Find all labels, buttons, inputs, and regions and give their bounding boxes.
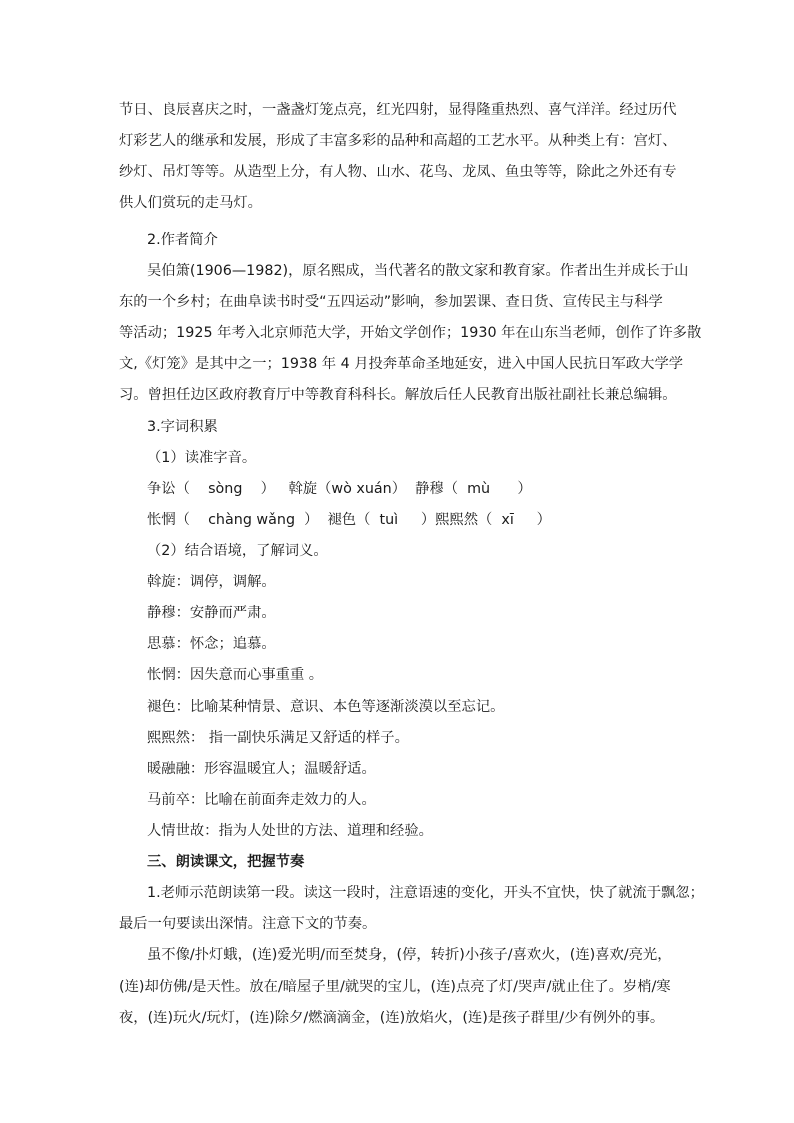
subheading-meaning: （2）结合语境，了解词义。	[147, 543, 328, 559]
text-line: 节日、良辰喜庆之时，一盏盏灯笼点亮，红光四射，显得隆重热烈、喜气洋洋。经过历代	[119, 102, 677, 118]
definition-item: 暖融融：形容温暖宜人；温暖舒适。	[147, 761, 376, 777]
definition-item: 斡旋：调停，调解。	[147, 574, 276, 590]
text-line: 虽不像/扑灯蛾，(连)爱光明/而至焚身，(停，转折)小孩子/喜欢火，(连)喜欢/亮光，	[147, 947, 672, 963]
text-line: 灯彩艺人的继承和发展，形成了丰富多彩的品种和高超的工艺水平。从种类上有：宫灯、	[119, 133, 677, 149]
text-line: 东的一个乡村；在曲阜读书时受“五四运动”影响，参加罢课、查日货、宣传民主与科学	[119, 294, 663, 310]
text-line: (连)却仿佛/是天性。放在/暗屋子里/就哭的宝儿，(连)点亮了灯/哭声/就止住了。岁梢/寒	[119, 979, 671, 995]
pronunciation-row: 争讼（ sòng ） 斡旋（wò xuán） 静穆（ mù ）	[147, 481, 532, 497]
text-line: 供人们赏玩的走马灯。	[119, 195, 262, 211]
definition-item: 马前卒：比喻在前面奔走效力的人。	[147, 792, 376, 808]
heading-vocabulary: 3.字词积累	[147, 419, 218, 435]
text-line: 最后一句要读出深情。注意下文的节奏。	[119, 916, 377, 932]
definition-item: 怅惘：因失意而心事重重 。	[147, 667, 324, 683]
definition-item: 褪色：比喻某种情景、意识、本色等逐渐淡漠以至忘记。	[147, 699, 505, 715]
section-heading: 三、朗读课文，把握节奏	[147, 854, 305, 870]
text-line: 习。曾担任边区政府教育厅中等教育科科长。解放后任人民教育出版社副社长兼总编辑。	[119, 387, 677, 403]
definition-item: 熙熙然： 指一副快乐满足又舒适的样子。	[147, 730, 409, 746]
heading-author-intro: 2.作者简介	[147, 232, 218, 248]
text-line: 文,《灯笼》是其中之一；1938 年 4 月投奔革命圣地延安，进入中国人民抗日军政大学学	[119, 356, 684, 372]
subheading-pronunciation: （1）读准字音。	[147, 450, 257, 466]
text-line: 1.老师示范朗读第一段。读这一段时，注意语速的变化，开头不宜快，快了就流于飘忽；	[147, 885, 704, 901]
text-line: 夜，(连)玩火/玩灯，(连)除夕/燃滴滴金，(连)放焰火，(连)是孩子群里/少有例外的事。	[119, 1010, 665, 1026]
definition-item: 思慕：怀念；追慕。	[147, 636, 276, 652]
text-line: 吴伯箫(1906—1982)，原名熙成，当代著名的散文家和教育家。作者出生并成长于山	[147, 263, 689, 279]
pronunciation-row: 怅惘（ chàng wǎng ） 褪色（ tuì ）熙熙然（ xī ）	[147, 512, 551, 528]
text-line: 纱灯、吊灯等等。从造型上分，有人物、山水、花鸟、龙凤、鱼虫等等，除此之外还有专	[119, 164, 677, 180]
text-line: 等活动；1925 年考入北京师范大学，开始文学创作；1930 年在山东当老师，创作了许多散	[119, 325, 702, 341]
definition-item: 静穆：安静而严肃。	[147, 605, 276, 621]
definition-item: 人情世故：指为人处世的方法、道理和经验。	[147, 823, 433, 839]
